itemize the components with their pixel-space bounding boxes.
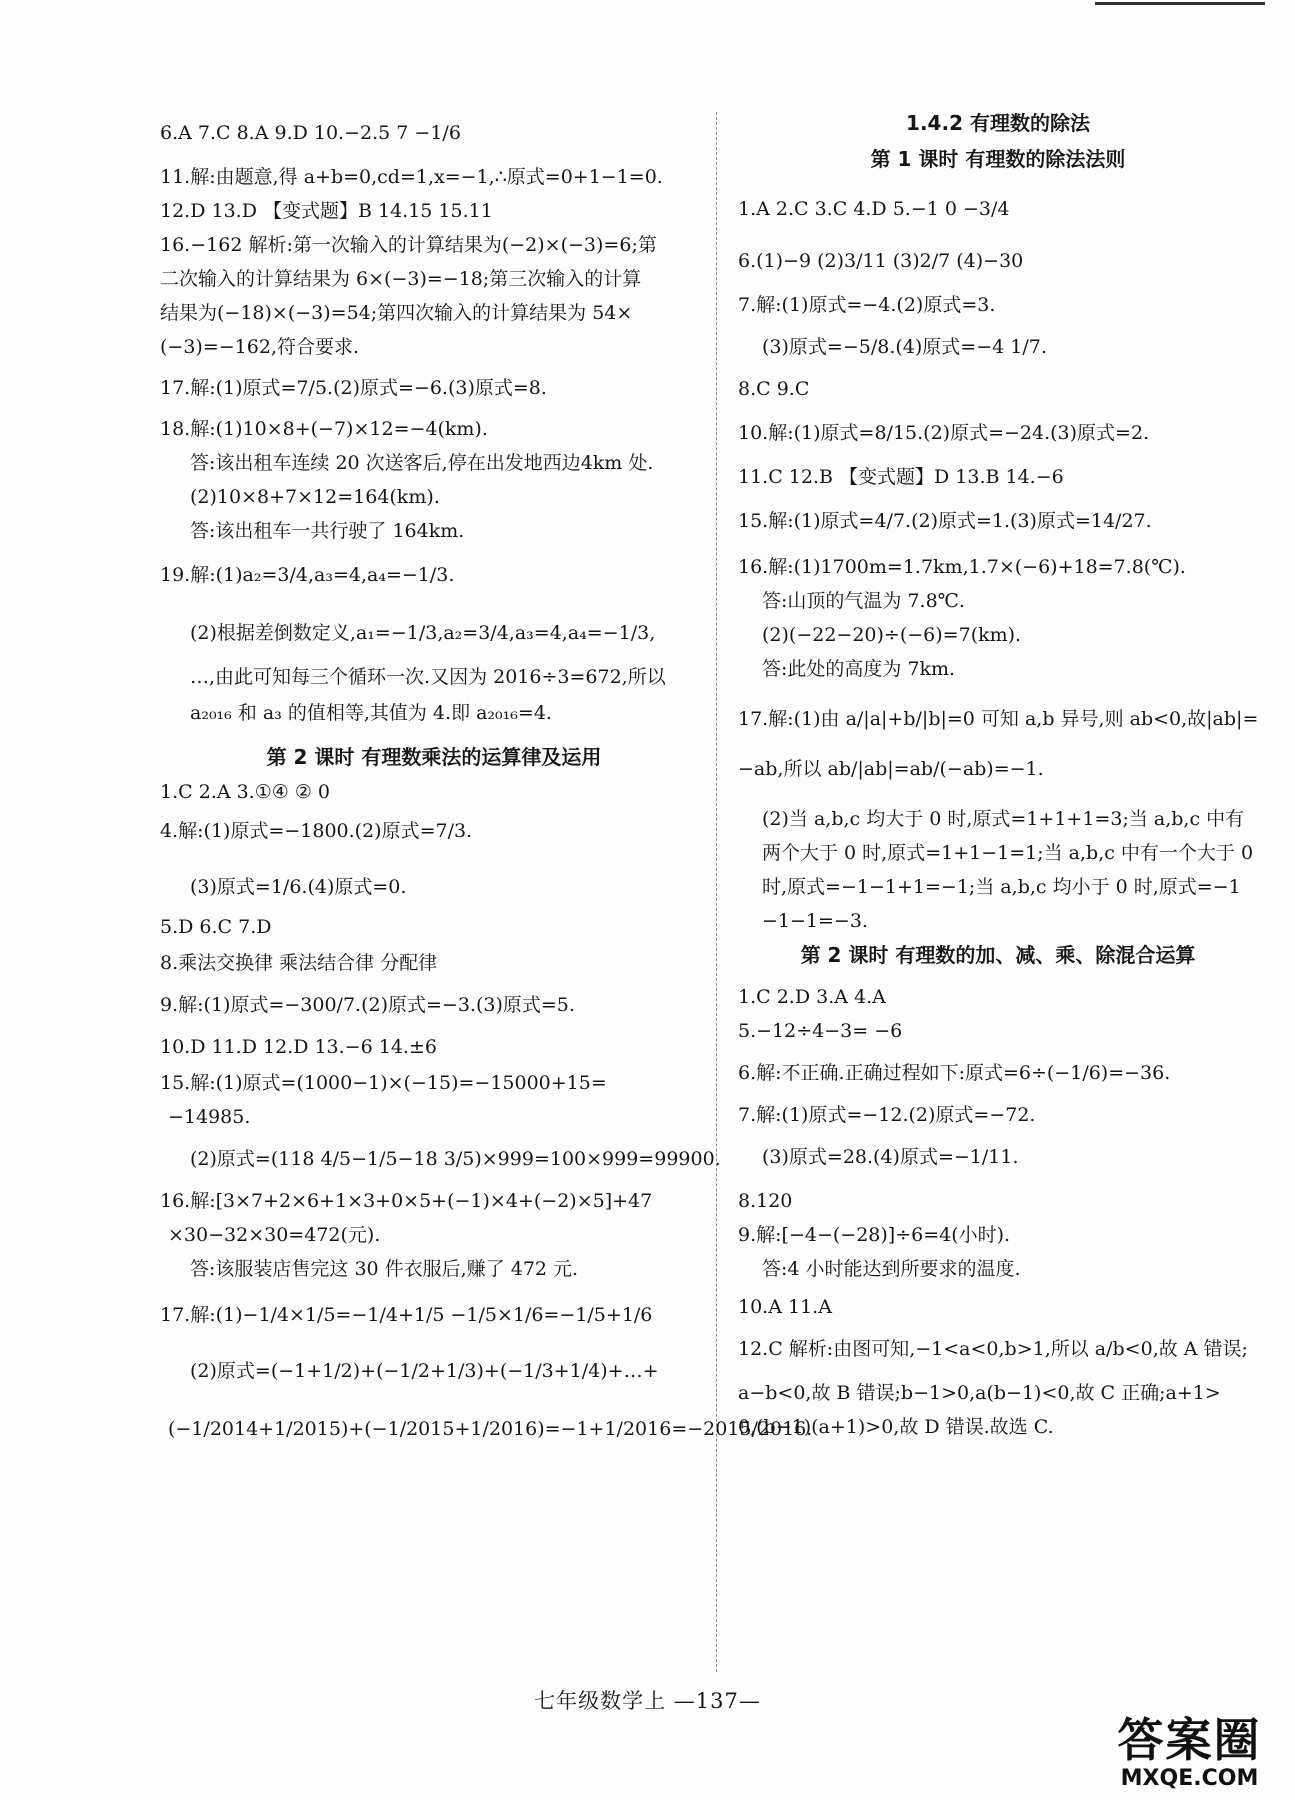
answer-line: 9.解:(1)原式=−300/7.(2)原式=−3.(3)原式=5. <box>160 994 575 1016</box>
section-heading: 1.4.2 有理数的除法 <box>906 111 1090 135</box>
answer-line: 二次输入的计算结果为 6×(−3)=−18;第三次输入的计算 <box>160 268 642 290</box>
answer-line: 11.解:由题意,得 a+b=0,cd=1,x=−1,∴原式=0+1−1=0. <box>160 166 663 188</box>
answer-line: −ab,所以 ab/|ab|=ab/(−ab)=−1. <box>738 758 1044 780</box>
answer-line: 时,原式=−1−1+1=−1;当 a,b,c 均小于 0 时,原式=−1 <box>762 876 1241 898</box>
answer-line: 1.C 2.D 3.A 4.A <box>738 986 886 1008</box>
answer-line: (3)原式=−5/8.(4)原式=−4 1/7. <box>762 336 1047 358</box>
watermark-title: 答案圈 <box>1117 1713 1262 1767</box>
answer-line: 16.−162 解析:第一次输入的计算结果为(−2)×(−3)=6;第 <box>160 234 657 256</box>
answer-line: 12.C 解析:由图可知,−1<a<0,b>1,所以 a/b<0,故 A 错误; <box>738 1338 1248 1360</box>
answer-line: 答:该出租车连续 20 次送客后,停在出发地西边4km 处. <box>190 452 654 474</box>
column-divider <box>716 112 717 1672</box>
answer-line: …,由此可知每三个循环一次.又因为 2016÷3=672,所以 <box>190 666 666 688</box>
answer-line: 7.解:(1)原式=−12.(2)原式=−72. <box>738 1104 1036 1126</box>
answer-line: 1.C 2.A 3.①④ ② 0 <box>160 781 330 803</box>
answer-line: 9.解:[−4−(−28)]÷6=4(小时). <box>738 1224 1011 1246</box>
answer-line: (2)原式=(118 4/5−1/5−18 3/5)×999=100×999=99900. <box>190 1148 721 1170</box>
answer-line: 8.C 9.C <box>738 378 810 400</box>
answer-line: (3)原式=28.(4)原式=−1/11. <box>762 1146 1019 1168</box>
answer-line: (2)根据差倒数定义,a₁=−1/3,a₂=3/4,a₃=4,a₄=−1/3, <box>190 622 656 644</box>
answer-line: 6.解:不正确.正确过程如下:原式=6÷(−1/6)=−36. <box>738 1062 1171 1084</box>
answer-line: (2)当 a,b,c 均大于 0 时,原式=1+1+1=3;当 a,b,c 中有 <box>762 808 1245 830</box>
answer-line: (2)原式=(−1+1/2)+(−1/2+1/3)+(−1/3+1/4)+…+ <box>190 1360 659 1382</box>
answer-line: (−3)=−162,符合要求. <box>160 336 360 358</box>
answer-line: (−1/2014+1/2015)+(−1/2015+1/2016)=−1+1/2016=−2015/2016. <box>168 1418 813 1440</box>
answer-line: 0,(b−1)(a+1)>0,故 D 错误.故选 C. <box>738 1416 1054 1438</box>
answer-line: (3)原式=1/6.(4)原式=0. <box>190 876 407 898</box>
answer-line: 1.A 2.C 3.C 4.D 5.−1 0 −3/4 <box>738 198 1010 220</box>
answer-line: 18.解:(1)10×8+(−7)×12=−4(km). <box>160 418 488 440</box>
answer-line: 答:该服装店售完这 30 件衣服后,赚了 472 元. <box>190 1258 579 1280</box>
answer-line: 19.解:(1)a₂=3/4,a₃=4,a₄=−1/3. <box>160 564 455 586</box>
answer-line: 4.解:(1)原式=−1800.(2)原式=7/3. <box>160 820 473 842</box>
answer-line: 8.120 <box>738 1190 793 1212</box>
answer-line: 7.解:(1)原式=−4.(2)原式=3. <box>738 294 996 316</box>
section-heading: 第 2 课时 有理数的加、减、乘、除混合运算 <box>800 943 1196 967</box>
answer-line: ×30−32×30=472(元). <box>168 1224 381 1246</box>
answer-line: 两个大于 0 时,原式=1+1−1=1;当 a,b,c 中有一个大于 0 <box>762 842 1254 864</box>
answer-line: (2)(−22−20)÷(−6)=7(km). <box>762 624 1022 646</box>
answer-line: a₂₀₁₆ 和 a₃ 的值相等,其值为 4.即 a₂₀₁₆=4. <box>190 702 552 724</box>
answer-line: 5.−12÷4−3= −6 <box>738 1020 903 1042</box>
answer-line: 12.D 13.D 【变式题】B 14.15 15.11 <box>160 200 493 222</box>
answer-line: 8.乘法交换律 乘法结合律 分配律 <box>160 952 438 974</box>
answer-line: 15.解:(1)原式=(1000−1)×(−15)=−15000+15= <box>160 1072 607 1094</box>
answer-line: −1−1=−3. <box>762 910 868 932</box>
answer-line: 6.(1)−9 (2)3/11 (3)2/7 (4)−30 <box>738 250 1024 272</box>
answer-line: 10.D 11.D 12.D 13.−6 14.±6 <box>160 1036 437 1058</box>
answer-line: 答:此处的高度为 7km. <box>762 658 956 680</box>
watermark-logo <box>1092 1714 1287 1796</box>
section-heading: 第 1 课时 有理数的除法法则 <box>870 147 1126 171</box>
top-edge-line <box>1095 2 1265 5</box>
page-footer: 七年级数学上 —137— <box>534 1689 761 1713</box>
answer-line: 答:4 小时能达到所要求的温度. <box>762 1258 1021 1280</box>
answer-line: 结果为(−18)×(−3)=54;第四次输入的计算结果为 54× <box>160 302 633 324</box>
answer-line: 16.解:[3×7+2×6+1×3+0×5+(−1)×4+(−2)×5]+47 <box>160 1190 653 1212</box>
answer-line: 17.解:(1)−1/4×1/5=−1/4+1/5 −1/5×1/6=−1/5+1/6 <box>160 1304 653 1326</box>
answer-line: 10.A 11.A <box>738 1296 832 1318</box>
answer-line: a−b<0,故 B 错误;b−1>0,a(b−1)<0,故 C 正确;a+1> <box>738 1382 1221 1404</box>
answer-line: 17.解:(1)原式=7/5.(2)原式=−6.(3)原式=8. <box>160 377 547 399</box>
section-heading: 第 2 课时 有理数乘法的运算律及运用 <box>266 745 602 769</box>
watermark-url: MXQE.COM <box>1120 1766 1259 1791</box>
answer-line: (2)10×8+7×12=164(km). <box>190 486 440 508</box>
answer-line: 17.解:(1)由 a/|a|+b/|b|=0 可知 a,b 异号,则 ab<0,故|ab|= <box>738 708 1259 730</box>
answer-line: 16.解:(1)1700m=1.7km,1.7×(−6)+18=7.8(℃). <box>738 556 1186 578</box>
answer-line: 答:该出租车一共行驶了 164km. <box>190 520 465 542</box>
answer-line: 6.A 7.C 8.A 9.D 10.−2.5 7 −1/6 <box>160 122 461 144</box>
answer-line: 10.解:(1)原式=8/15.(2)原式=−24.(3)原式=2. <box>738 422 1150 444</box>
answer-line: 答:山顶的气温为 7.8℃. <box>762 590 965 612</box>
answer-line: 11.C 12.B 【变式题】D 13.B 14.−6 <box>738 466 1064 488</box>
answer-line: −14985. <box>168 1106 251 1128</box>
answer-line: 15.解:(1)原式=4/7.(2)原式=1.(3)原式=14/27. <box>738 510 1152 532</box>
answer-line: 5.D 6.C 7.D <box>160 916 272 938</box>
